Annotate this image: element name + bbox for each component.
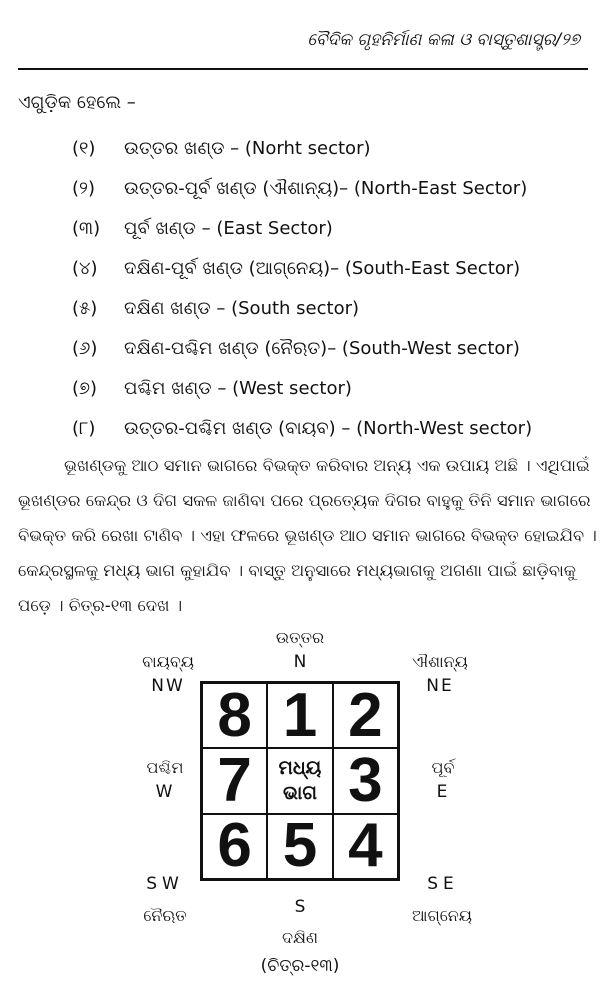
west-label-odia: ପଶ୍ଚିମ [146,758,184,777]
sector-item [72,208,592,248]
grid-cell-north: 1 [267,683,332,748]
sector-number: (୩) [72,217,101,239]
sector-item [72,248,592,288]
sector-item [72,128,592,168]
grid-cell-southeast: 4 [333,814,398,879]
sector-item [72,408,592,448]
sector-label: ଉତ୍ତର-ପୂର୍ବ ଖଣ୍ଡ (ଐଶାନ୍ୟ)– (North-East Sector) [124,177,528,199]
northwest-label-en: NW [151,676,185,696]
sector-number: (୧) [72,137,96,159]
north-label-odia: ଉତ୍ତର [275,628,325,647]
sector-grid [200,681,400,881]
sector-label: ଉତ୍ତର ଖଣ୍ଡ – (Norht sector) [124,137,371,159]
east-label-en: E [436,782,450,802]
sector-item [72,328,592,368]
southwest-label-odia: ନୈଋତ [143,906,187,925]
grid-cell-center [267,748,332,813]
sector-number: (୨) [72,177,96,199]
intro-text: ଏଗୁଡ଼ିକ ହେଲେ – [18,92,136,113]
body-paragraph [18,448,597,623]
northeast-label [390,652,490,696]
paragraph-line: ଭୂଖଣ୍ଡକୁ ଆଠ ସମାନ ଭାଗରେ ବିଭକ୍ତ କରିବାର ଅନ୍ୟ ଏକ ଉପାୟ ଅଛି । ଏଥିପାଇଁ [64,456,590,475]
sector-item [72,368,592,408]
sector-label: ଦକ୍ଷିଣ ଖଣ୍ଡ – (South sector) [124,297,360,319]
grid-cell-northwest: 8 [202,683,267,748]
west-label-en: W [155,782,175,802]
sector-label: ଦକ୍ଷିଣ-ପୂର୍ବ ଖଣ୍ଡ (ଆଗ୍ନେୟ)– (South-East Sector) [124,257,521,279]
south-label: S [294,897,306,917]
south-label-odia: ଦକ୍ଷିଣ [281,928,319,947]
northwest-label-odia: ବାୟବ୍ୟ [142,652,194,671]
southeast-label-en: SE [427,874,459,894]
northeast-label-odia: ଐଶାନ୍ୟ [412,652,468,671]
sector-number: (୬) [72,337,98,359]
east-label [393,758,493,802]
paragraph-line: ବିଭକ୍ତ କରି ରେଖା ଟାଣିବ । ଏହା ଫଳରେ ଭୂଖଣ୍ଡ ଆଠ ସମାନ ଭାଗରେ ବିଭକ୍ତ ହୋଇଯିବ । [18,526,597,545]
grid-cell-southwest: 6 [202,814,267,879]
header-rule [18,68,588,70]
figure-caption: (ଚିତ୍ର-୧୩) [260,956,340,976]
northeast-label-en: NE [426,676,454,696]
sector-label: ପଶ୍ଚିମ ଖଣ୍ଡ – (West sector) [124,377,352,399]
sector-list [72,128,592,448]
sector-label: ଦକ୍ଷିଣ-ପଶ୍ଚିମ ଖଣ୍ଡ (ନୈଋତ)– (South-West sector) [124,337,520,359]
page-header: ବୈଦିକ ଗୃହନିର୍ମାଣ କଳା ଓ ବାସ୍ତୁଶାସ୍ତ୍ର/୨୭ [307,30,580,50]
sector-number: (୫) [72,297,98,319]
sector-number: (୮) [72,417,96,439]
paragraph-line: କେନ୍ଦ୍ରସ୍ଥଳକୁ ମଧ୍ୟ ଭାଗ କୁହାଯିବ । ବାସ୍ତୁ ଅନୁସାରେ ମଧ୍ୟଭାଗକୁ ଅଗଣା ପାଇଁ ଛାଡ଼ିବାକୁ [18,561,576,580]
center-label-line1: ମଧ୍ୟ [278,757,322,780]
grid-cell-west: 7 [202,748,267,813]
paragraph-line: ଭୂଖଣ୍ଡର କେନ୍ଦ୍ର ଓ ଦିଗ ସକଳ ଜାଣିବା ପରେ ପ୍ରତ୍ୟେକ ଦିଗର ବାହୁକୁ ତିନି ସମାନ ଭାଗରେ [18,491,591,510]
paragraph-line: ପଡ଼େ । ଚିତ୍ର-୧୩ ଦେଖ । [18,596,183,615]
grid-cell-south: 5 [267,814,332,879]
grid-cell-east: 3 [333,748,398,813]
sector-item [72,168,592,208]
east-label-odia: ପୂର୍ବ [431,758,455,777]
sector-number: (୪) [72,257,98,279]
sector-number: (୭) [72,377,98,399]
center-label-line2: ଭାଗ [283,781,317,804]
sector-label: ପୂର୍ବ ଖଣ୍ଡ – (East Sector) [124,217,333,239]
sector-label: ଉତ୍ତର-ପଶ୍ଚିମ ଖଣ୍ଡ (ବାୟବ) – (North-West sector) [124,417,533,439]
southwest-label-en: SW [146,874,184,894]
grid-cell-northeast: 2 [333,683,398,748]
sector-item [72,288,592,328]
southeast-label-odia: ଆଗ୍ନେୟ [411,906,473,925]
north-label: N [293,652,307,672]
